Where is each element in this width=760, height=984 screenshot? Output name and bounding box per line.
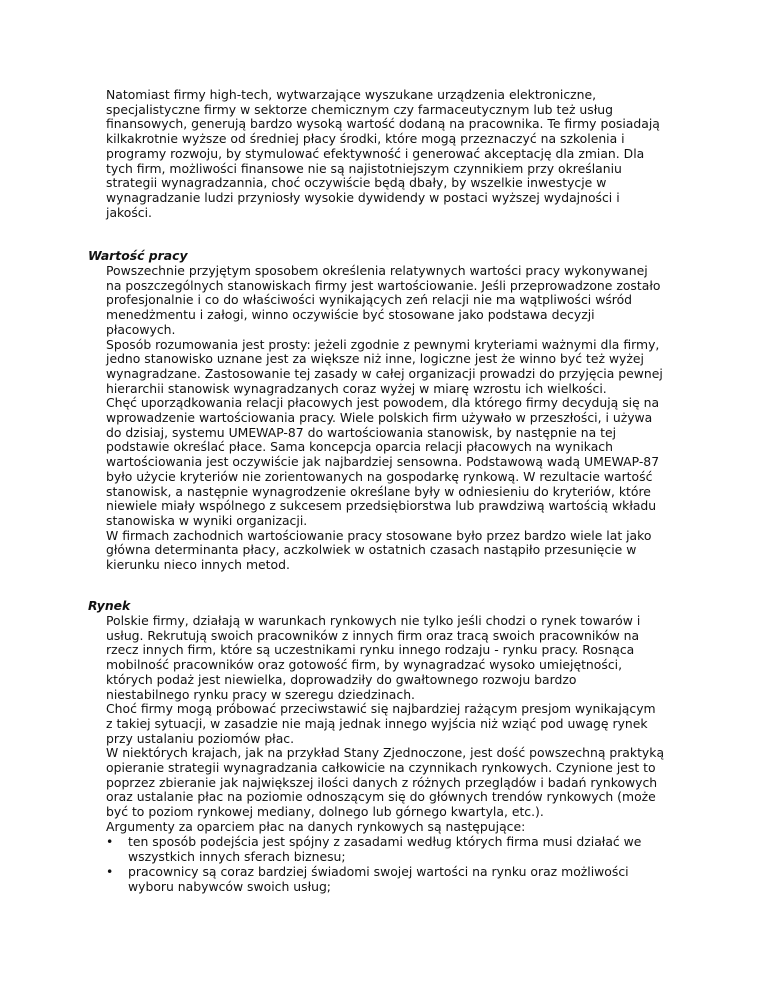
text-line: jedno stanowisko uznane jest za większe niż inne, logiczne jest że winno być też wyżej <box>106 351 644 367</box>
text-line: wyboru nabywców swoich usług; <box>128 878 331 894</box>
text-line: rzecz innych firm, które są uczestnikami rynku innego rodzaju - rynku pracy. Rosnąca <box>106 642 635 658</box>
text-line: być to poziom rynkowej mediany, dolnego lub górnego kwartyla, etc.). <box>106 804 544 820</box>
text-line: wynagradzanie ludzi przyniosły wysokie dywidendy w postaci wyższej wydajności i <box>106 189 620 205</box>
text-line: do dzisiaj, systemu UMEWAP-87 do wartościowania stanowisk, by następnie na tej <box>106 424 617 440</box>
text-line: strategii wynagradzannia, choć oczywiście będą dbały, by wszelkie inwestycje w <box>106 175 607 191</box>
text-line: z takiej sytuacji, w zasadzie nie mają jednak innego wyjścia niż wziąć pod uwagę rynek <box>106 715 648 731</box>
section-heading-rynek: Rynek <box>88 598 131 613</box>
text-line: płacowych. <box>106 321 176 337</box>
text-line: specjalistyczne firmy w sektorze chemicznym czy farmaceutycznym lub też usług <box>106 101 613 117</box>
text-line: których podaż jest niewielka, doprowadziły do gwałtownego rozwoju bardzo <box>106 671 577 687</box>
text-line: profesjonalnie i co do właściwości wynikających zeń relacji nie ma wątpliwości wśród <box>106 292 633 308</box>
list-item-text <box>128 835 641 864</box>
text-line: tych firm, możliwości finansowe nie są najistotniejszym czynnikiem przy określaniu <box>106 160 622 176</box>
text-line: W niektórych krajach, jak na przykład Stany Zjednoczone, jest dość powszechną praktyką <box>106 745 665 761</box>
text-line: kilkakrotnie wyższe od średniej płacy środki, które mogą przeznaczyć na szkolenia i <box>106 131 625 147</box>
text-line: Powszechnie przyjętym sposobem określenia relatywnych wartości pracy wykonywanej <box>106 263 648 278</box>
section1-body <box>106 264 686 573</box>
text-line: niewiele miały wspólnego z sukcesem przedsiębiorstwa lub prawdziwą wartością wkładu <box>106 498 657 514</box>
text-line: W firmach zachodnich wartościowanie pracy stosowane było przez bardzo wiele lat jako <box>106 527 652 543</box>
text-line: ten sposób podejścia jest spójny z zasadami według których firma musi działać we <box>128 834 642 849</box>
text-line: Polskie firmy, działają w warunkach rynkowych nie tylko jeśli chodzi o rynek towarów i <box>106 613 641 628</box>
text-line: Natomiast firmy high-tech, wytwarzające wyszukane urządzenia elektroniczne, <box>106 87 597 102</box>
text-line: wprowadzenie wartościowania pracy. Wiele polskich firm używało w przeszłości, i używa <box>106 410 653 426</box>
text-line: mobilność pracowników oraz gotowość firm, by wynagradzać wysoko umiejętności, <box>106 657 623 673</box>
intro-paragraph <box>106 88 686 220</box>
text-line: Sposób rozumowania jest prosty: jeżeli zgodnie z pewnymi kryteriami ważnymi dla firmy, <box>106 336 660 352</box>
text-line: kierunku nieco innych metod. <box>106 557 290 573</box>
text-line: wynagradzane. Zastosowanie tej zasady w całej organizacji prowadzi do przyjęcia pewnej <box>106 365 663 381</box>
text-line: hierarchii stanowisk wynagradzanych coraz wyżej w miarę wzrostu ich wielkości. <box>106 380 607 396</box>
text-line: podstawie określać płace. Sama koncepcja oparcia relacji płacowych na wynikach <box>106 439 613 455</box>
text-line: stanowiska w wyniki organizacji. <box>106 512 308 528</box>
text-line: programy rozwoju, by stymulować efektywność i generować akceptację dla zmian. Dla <box>106 145 645 161</box>
text-line: niestabilnego rynku pracy w szeregu dziedzinach. <box>106 686 415 702</box>
text-line: usług. Rekrutują swoich pracowników z innych firm oraz tracą swoich pracowników na <box>106 627 640 643</box>
section-heading-wartosc-pracy: Wartość pracy <box>88 248 188 263</box>
text-line: pracownicy są coraz bardziej świadomi swojej wartości na rynku oraz możliwości <box>128 864 629 879</box>
text-line: Chęć uporządkowania relacji płacowych jest powodem, dla którego firmy decydują się na <box>106 395 660 411</box>
list-item-text <box>128 865 629 894</box>
text-line: menedżmentu i załogi, winno oczywiście być stosowane jako podstawa decyzji <box>106 307 595 323</box>
bullet-icon: • <box>106 834 114 849</box>
text-line: oraz ustalanie płac na poziomie odnoszącym się do głównych trendów rynkowych (może <box>106 789 656 805</box>
text-line: poprzez zbieranie jak największej ilości danych z różnych przeglądów i badań rynkowych <box>106 774 658 790</box>
text-line: było użycie kryteriów nie zorientowanych na gospodarkę rynkową. W rezultacie wartość <box>106 468 653 484</box>
text-line: główna determinanta płacy, aczkolwiek w ostatnich czasach nastąpiło przesunięcie w <box>106 542 637 558</box>
text-line: wszystkich innych sferach biznesu; <box>128 848 346 864</box>
bullet-icon: • <box>106 864 114 879</box>
text-line: przy ustalaniu poziomów płac. <box>106 730 295 746</box>
text-line: finansowych, generują bardzo wysoką wartość dodaną na pracownika. Te firmy posiadają <box>106 116 660 132</box>
text-line: na poszczególnych stanowiskach firmy jest wartościowanie. Jeśli przeprowadzone zostało <box>106 277 661 293</box>
text-line: stanowisk, a następnie wynagrodzenie określane były w odniesieniu do kryteriów, które <box>106 483 651 499</box>
text-line: jakości. <box>106 204 152 220</box>
text-line: Argumenty za oparciem płac na danych rynkowych są następujące: <box>106 818 526 834</box>
section2-body <box>106 614 686 835</box>
text-line: Choć firmy mogą próbować przeciwstawić się najbardziej rażącym presjom wynikającym <box>106 701 656 717</box>
text-line: opieranie strategii wynagradzania całkowicie na czynnikach rynkowych. Czynione jest to <box>106 760 656 776</box>
text-line: wartościowania jest oczywiście jak najbardziej sensowna. Podstawową wadą UMEWAP-87 <box>106 454 660 470</box>
